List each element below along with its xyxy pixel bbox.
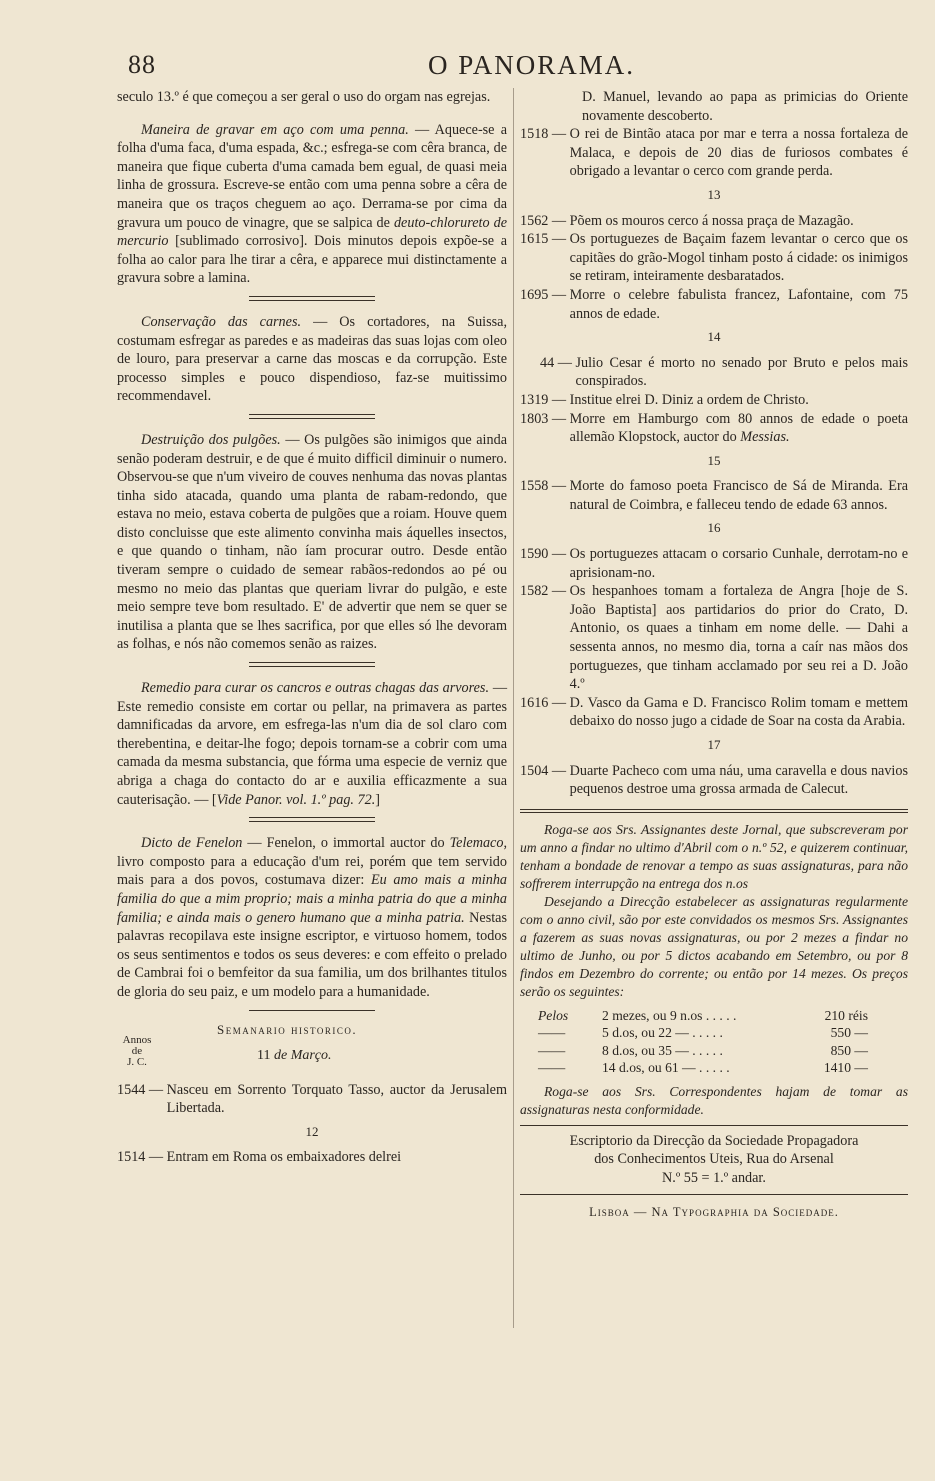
section-rule — [249, 817, 375, 822]
day-number: 15 — [707, 452, 721, 468]
subscriber-notice — [520, 821, 908, 1119]
years-label: Annos de J. C. — [122, 1033, 152, 1068]
history-entry: 1518 — O rei de Bintão ataca por mar e terra a nossa fortaleza de Malaca, e depois de 20 dias de furiosos combates é obrigado a levantar o cerco com grande perda. — [520, 126, 908, 180]
history-entry: 1582 — Os hespanhoes tomam a fortaleza de Angra [hoje de S. João Baptista] aos partidarios do prior do Crato, D. Antonio, os quaes a tinham em nome delle. — Dahi a sessenta annos, no mesmo dia, torna a caír nas mãos dos portuguezes, que tinham acclamado por seu rei a D. João 4.º — [520, 583, 908, 693]
column-divider — [513, 88, 514, 1328]
notice-civil-year: Desejando a Direcção estabelecer as assignaturas regularmente com o anno civil, são por este convidados os mesmos Srs. Assignantes a fazerem as suas novas assignaturas, ou por 2 mezes a findar no ultimo de Junho, ou por 5 dictos acabando em Setembro, ou por 8 findos em Dezembro do corrente; ou então por 14 mezes. Os preços serão os seguintes: — [520, 893, 908, 999]
notice-correspondents: Roga-se aos Srs. Correspondentes hajam de tomar as assignaturas nesta conformidade. — [520, 1083, 908, 1117]
history-entry: 1319 — Institue elrei D. Diniz a ordem de Christo. — [520, 391, 809, 408]
price-row: —— 14 d.os, ou 61 — . . . . . 1410 — — [538, 1060, 868, 1076]
history-entry: 1590 — Os portuguezes attacam o corsario Cunhale, derrotam-no e aprisionam-no. — [520, 546, 908, 581]
masthead-title: O PANORAMA. — [428, 50, 636, 80]
article-title: Destruição dos pulgões. — [141, 431, 281, 448]
history-entry: 1558 — Morte do famoso poeta Francisco de Sá de Miranda. Era natural de Coimbra, e falleceu tendo de edade 63 annos. — [520, 478, 908, 513]
price-table — [538, 1007, 908, 1077]
right-column — [520, 88, 908, 1221]
history-entry: 1562 — Põem os mouros cerco á nossa praça de Mazagão. — [520, 212, 854, 229]
notice-renewal: Roga-se aos Srs. Assignantes deste Jornal, que subscreveram por um anno a findar no ultimo d'Abril com o n.º 52, e quizerem continuar, tenham a bondade de renovar a tempo as suas assignaturas, para não soffrerem interrupção na entrega dos n.os — [520, 821, 908, 891]
notice-rule — [520, 809, 908, 813]
history-entry: 1514 — Entram em Roma os embaixadores delrei — [117, 1149, 402, 1166]
day-heading: 11 de Março. — [257, 1047, 332, 1063]
article-title: Remedio para curar os cancros e outras chagas das arvores. — [141, 680, 490, 697]
left-column — [117, 88, 507, 1167]
section-rule — [249, 1010, 375, 1011]
section-rule — [249, 414, 375, 419]
history-entry: 1615 — Os portuguezes de Baçaim fazem levantar o cerco que os capitães do grão-Mogol tinham posto á cidade: os inimigos se retiram, inteiramente desbaratados. — [520, 231, 908, 285]
section-rule — [249, 296, 375, 301]
day-number: 14 — [707, 329, 721, 345]
imprint-rule — [520, 1194, 908, 1195]
day-number: 17 — [707, 737, 721, 752]
office-address: Escriptorio da Direcção da Sociedade Propagadora dos Conhecimentos Uteis, Rua do Arsenal N.º 55 = 1.º andar. — [569, 1132, 859, 1186]
history-entry: 1616 — D. Vasco da Gama e D. Francisco Rolim tomam e mettem debaixo do nosso jugo a cidade de Soar na costa da Arabia. — [520, 694, 908, 730]
price-row: —— 5 d.os, ou 22 — . . . . . 550 — — [538, 1025, 868, 1041]
history-entry: 1695 — Morre o celebre fabulista francez, Lafontaine, com 75 annos de edade. — [520, 286, 908, 322]
page-number: 88 — [128, 50, 156, 79]
history-entry: 1803 — Morre em Hamburgo com 80 annos de edade o poeta allemão Klopstock, auctor do Messias. — [520, 410, 908, 446]
history-entry: 44 — Julio Cesar é morto no senado por Bruto e pelos mais conspirados. — [540, 354, 908, 390]
article-title: Maneira de gravar em aço com uma penna. — [141, 121, 409, 138]
article-tree-remedy: Remedio para curar os cancros e outras chagas das arvores. — Este remedio consiste em cortar ou pellar, na primavera as partes damnificadas da arvore, em esfrega-las n'um dia de sol claro com therebentina, e deitar-lhe fogo; depois tornam-se a cobrir com uma camada da mesma substancia, que fórma uma especie de verniz que abriga a chaga do contacto do ar e auxilia efficazmente a sua cauterisação. — [Vide Panor. vol. 1.º pag. 72.] — [117, 680, 508, 808]
article-meat: Conservação das carnes. — Os cortadores, na Suissa, costumam esfregar as paredes e as madeiras das suas lojas com oleo de louro, para preservar a carne das moscas e da corrupção. Este processo simples e pouco dispendioso, faz-se muitissimo recommendavel. — [117, 313, 507, 405]
day-number: 13 — [707, 186, 721, 202]
article-engraving: Maneira de gravar em aço com uma penna. — Aquece-se a folha d'uma faca, d'uma espada, &c.; esfrega-se com cêra branca, de maneira que fique cuberta d'uma camada bem egual, de quasi meia linha de grossura. Escreve-se então com uma penna sobre a cêra de maneira que os traços cheguem ao aço. Derrama-se por cima da gravura um pouco de vinagre, que se salpica de deuto-chlorureto de mercurio [sublimado corrosivo]. Dois minutos depois expõe-se a folha ao calor para lhe tirar a cêra, e apparece mui distinctamente a gravura sobre a lamina. — [117, 121, 508, 287]
price-row: Pelos 2 mezes, ou 9 n.os . . . . . 210 réis — [538, 1007, 868, 1023]
article-fenelon: Dicto de Fenelon — Fenelon, o immortal auctor do Telemaco, livro composto para a educação d'um rei, porém que tem servido mais para a dos povos, costumava dizer: Eu amo mais a minha familia do que a mim proprio; mais a minha patria do que a minha familia; e ainda mais o genero humano que a minha patria. Nestas palavras recopilava este insigne escriptor, e virtuoso homem, todos os seus sentimentos e todos os seus deveres: e com effeito o prelado de Cambrai foi o bemfeitor da sua familia, um dos brilhantes titulos de gloria do seu paiz, e um modelo para a humanidade. — [117, 835, 508, 1000]
continued-entry: D. Manuel, levando ao papa as primicias do Oriente novamente descoberto. — [582, 89, 908, 124]
printer-imprint: Lisboa — Na Typographia da Sociedade. — [589, 1204, 839, 1219]
office-rule — [520, 1125, 908, 1126]
day-number: 16 — [707, 520, 721, 536]
article-aphids: Destruição dos pulgões. — Os pulgões são inimigos que ainda senão poderam destruir, e de que é muito difficil diminuir o numero. Observou-se que n'um viveiro de couves nenhuma das novas plantas tinha sido atacada, quando uma planta de rabam-redondo, que estava no meio, estava coberta de pulgões que a roiam. Houve quem disto concluisse que este alimento convinha mais áquelles insectos, e que quando o tinham, não íam procurar outro. Desde então tiveram sempre o cuidado de semear rabãos-redondos ao pé ou mesmo no meio das plantas que queriam livrar do pulgão, e este meio sempre teve bom resultado. E' de advertir que nem se quer se inutilisa a planta que se lhes sacrifica, por que elles só lhe devoram as folhas, e nós não comemos senão as raizes. — [117, 431, 507, 653]
history-entry: 1544 — Nasceu em Sorrento Torquato Tasso, auctor da Jerusalem Libertada. — [117, 1081, 507, 1117]
intro-paragraph: seculo 13.º é que começou a ser geral o uso do orgam nas egrejas. — [117, 89, 491, 105]
section-heading: Semanario historico. — [217, 1021, 358, 1037]
article-title: Conservação das carnes. — [141, 313, 302, 330]
history-entry: 1504 — Duarte Pacheco com uma náu, uma caravella e dous navios pequenos destroe uma grossa armada de Calecut. — [520, 762, 908, 798]
section-rule — [249, 662, 375, 667]
day-number: 12 — [305, 1123, 319, 1139]
historical-weekly-header — [117, 1017, 507, 1081]
article-title: Dicto de Fenelon — [141, 835, 243, 852]
price-row: —— 8 d.os, ou 35 — . . . . . 850 — — [538, 1042, 868, 1058]
